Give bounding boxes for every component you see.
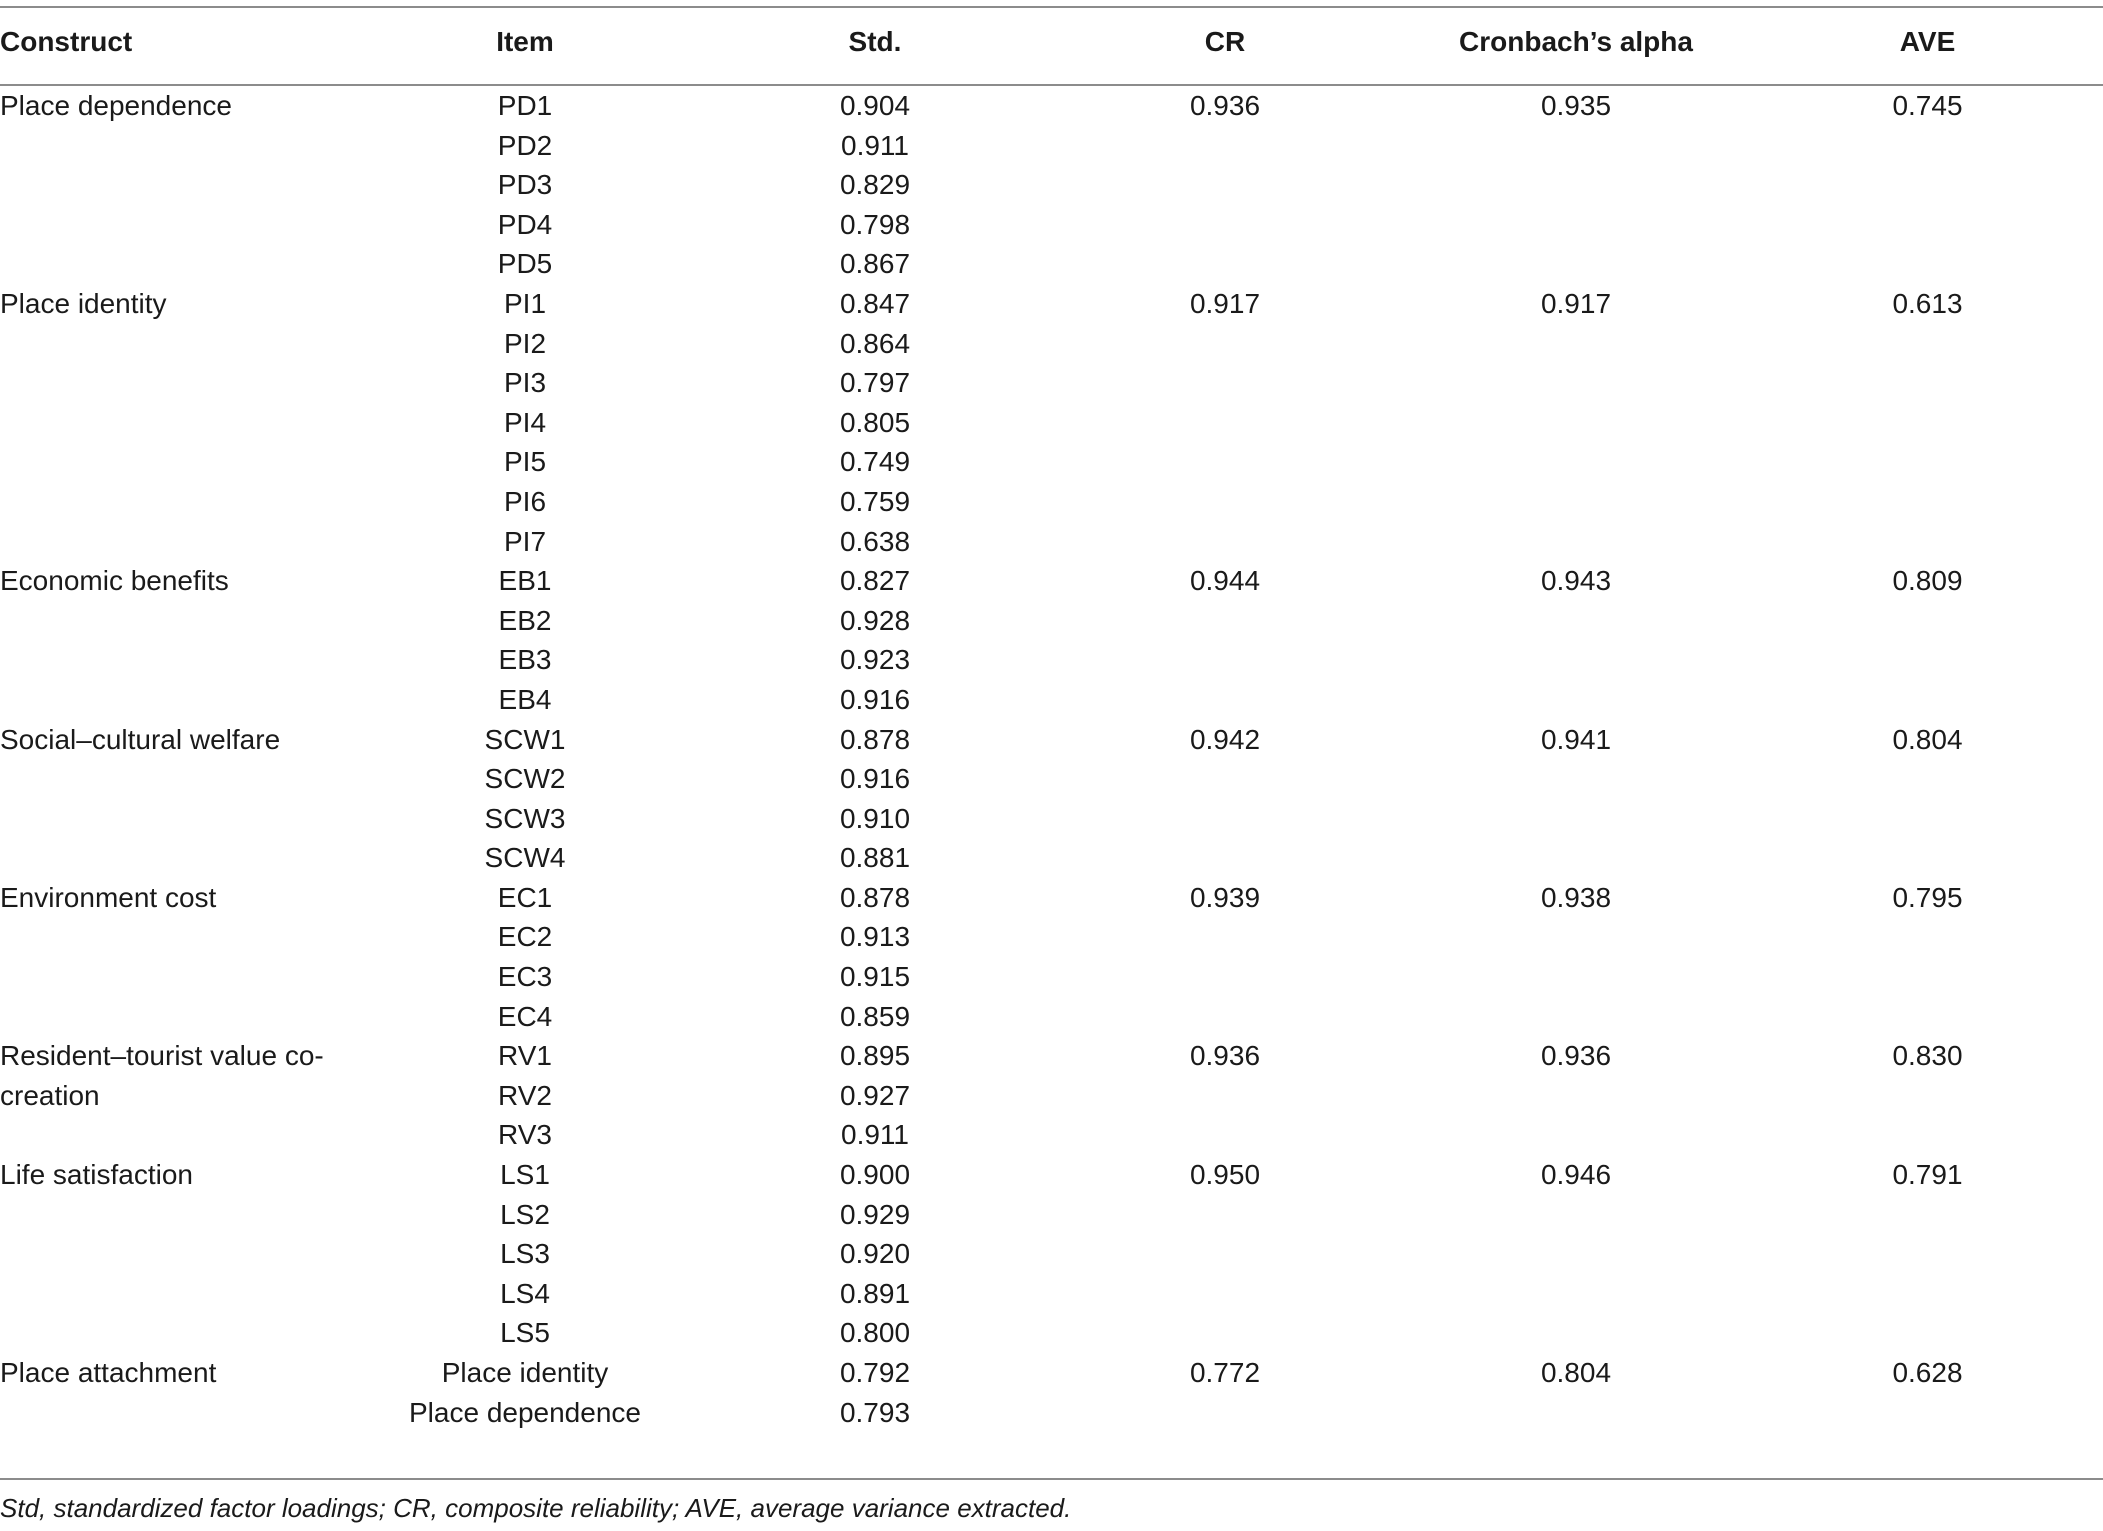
std-cell: 0.867 (839, 248, 911, 280)
std-cell: 0.920 (839, 1238, 911, 1270)
item-cell: LS3 (500, 1238, 550, 1270)
item-cell: PD1 (497, 90, 553, 121)
construct-cell: Life satisfaction (0, 1159, 193, 1191)
item-cell: PI1 (503, 287, 547, 319)
std-cell: 0.638 (839, 525, 911, 557)
header-row (0, 0, 2103, 84)
ave-cell: 0.791 (1892, 1159, 1963, 1191)
header-item: Item (496, 26, 554, 57)
std-cell: 0.904 (839, 90, 911, 121)
table-row (0, 1155, 2103, 1195)
item-cell: PI3 (503, 367, 547, 399)
item-cell: PD2 (497, 129, 553, 161)
std-cell: 0.800 (839, 1317, 911, 1349)
std-cell: 0.911 (841, 129, 909, 161)
item-cell: SCW3 (484, 802, 566, 834)
header-cr: CR (1204, 26, 1246, 57)
construct-cell: Economic benefits (0, 565, 229, 597)
item-cell: EC3 (497, 961, 553, 993)
item-cell: PD4 (497, 208, 553, 240)
std-cell: 0.847 (839, 287, 911, 319)
item-cell: EB2 (498, 604, 552, 636)
header-alpha: Cronbach’s alpha (1459, 26, 1693, 57)
item-cell: LS5 (500, 1317, 550, 1349)
item-cell: EB4 (498, 683, 552, 715)
header-ave: AVE (1899, 26, 1956, 57)
header-construct: Construct (0, 26, 133, 57)
header-std: Std. (848, 26, 902, 57)
item-cell: Place identity (441, 1357, 609, 1388)
table-body (0, 86, 2103, 1432)
table-footnote: Std, standardized factor loadings; CR, composite reliability; AVE, average variance extracted. (0, 1493, 1072, 1523)
table-row (0, 720, 2103, 760)
cr-cell: 0.772 (1189, 1357, 1261, 1388)
construct-cell: Environment cost (0, 881, 217, 913)
alpha-cell: 0.936 (1540, 1040, 1612, 1072)
item-cell: SCW4 (484, 842, 566, 874)
cr-cell: 0.936 (1189, 1040, 1261, 1072)
table-row (0, 561, 2103, 601)
item-cell: PI2 (503, 327, 547, 359)
construct-cell: Place dependence (0, 90, 232, 121)
alpha-cell: 0.804 (1540, 1357, 1612, 1388)
ave-cell: 0.830 (1892, 1040, 1963, 1072)
item-cell: EB3 (498, 644, 552, 676)
std-cell: 0.798 (839, 208, 911, 240)
item-cell: Place dependence (409, 1396, 641, 1428)
alpha-cell: 0.935 (1540, 90, 1612, 121)
alpha-cell: 0.943 (1540, 565, 1612, 597)
std-cell: 0.797 (839, 367, 911, 399)
cr-cell: 0.944 (1189, 565, 1261, 597)
ave-cell: 0.804 (1892, 723, 1963, 755)
item-cell: LS1 (500, 1159, 550, 1191)
cr-cell: 0.939 (1189, 881, 1261, 913)
bottom-rule (0, 1478, 2103, 1480)
table-row (0, 1036, 2103, 1076)
std-cell: 0.793 (839, 1396, 911, 1428)
ave-cell: 0.628 (1892, 1357, 1963, 1388)
std-cell: 0.923 (839, 644, 911, 676)
item-cell: RV2 (498, 1079, 552, 1111)
std-cell: 0.805 (839, 406, 911, 438)
alpha-cell: 0.941 (1540, 723, 1612, 755)
std-cell: 0.915 (839, 961, 911, 993)
table-row (0, 284, 2103, 324)
std-cell: 0.792 (839, 1357, 911, 1388)
item-cell: SCW1 (484, 723, 566, 755)
std-cell: 0.911 (841, 1119, 909, 1151)
alpha-cell: 0.946 (1540, 1159, 1612, 1191)
cr-cell: 0.936 (1189, 90, 1261, 121)
table-row (0, 86, 2103, 126)
item-cell: SCW2 (484, 763, 566, 795)
item-cell: RV1 (498, 1040, 552, 1072)
std-cell: 0.910 (839, 802, 911, 834)
table-row (0, 878, 2103, 918)
item-cell: PI4 (503, 406, 547, 438)
item-cell: PI7 (503, 525, 547, 557)
std-cell: 0.759 (839, 485, 911, 517)
alpha-cell: 0.938 (1540, 881, 1612, 913)
cr-cell: 0.917 (1189, 287, 1261, 319)
std-cell: 0.864 (839, 327, 911, 359)
item-cell: LS4 (500, 1277, 550, 1309)
std-cell: 0.895 (839, 1040, 911, 1072)
item-cell: LS2 (500, 1198, 550, 1230)
item-cell: PI6 (503, 485, 547, 517)
cr-cell: 0.942 (1189, 723, 1261, 755)
std-cell: 0.881 (839, 842, 911, 874)
construct-cell: Resident–tourist value co-creation (0, 1040, 324, 1111)
table-row (0, 1353, 2103, 1393)
ave-cell: 0.795 (1892, 881, 1963, 913)
std-cell: 0.928 (839, 604, 911, 636)
item-cell: PD3 (497, 169, 553, 201)
std-cell: 0.929 (839, 1198, 911, 1230)
std-cell: 0.878 (839, 881, 911, 913)
std-cell: 0.900 (839, 1159, 911, 1191)
std-cell: 0.829 (839, 169, 911, 201)
item-cell: EB1 (498, 565, 552, 597)
construct-cell: Place attachment (0, 1357, 217, 1388)
std-cell: 0.878 (839, 723, 911, 755)
item-cell: PD5 (497, 248, 553, 280)
item-cell: RV3 (498, 1119, 552, 1151)
std-cell: 0.749 (839, 446, 911, 478)
std-cell: 0.916 (839, 683, 911, 715)
std-cell: 0.927 (839, 1079, 911, 1111)
construct-cell: Social–cultural welfare (0, 723, 281, 755)
cr-cell: 0.950 (1189, 1159, 1261, 1191)
ave-cell: 0.809 (1892, 565, 1963, 597)
ave-cell: 0.745 (1892, 90, 1963, 121)
item-cell: EC4 (497, 1000, 553, 1032)
construct-cell: Place identity (0, 287, 167, 319)
std-cell: 0.827 (839, 565, 911, 597)
item-cell: EC2 (497, 921, 553, 953)
item-cell: PI5 (503, 446, 547, 478)
std-cell: 0.891 (839, 1277, 911, 1309)
alpha-cell: 0.917 (1540, 287, 1612, 319)
item-cell: EC1 (497, 881, 553, 913)
std-cell: 0.916 (839, 763, 911, 795)
ave-cell: 0.613 (1892, 287, 1963, 319)
std-cell: 0.913 (839, 921, 911, 953)
std-cell: 0.859 (839, 1000, 911, 1032)
